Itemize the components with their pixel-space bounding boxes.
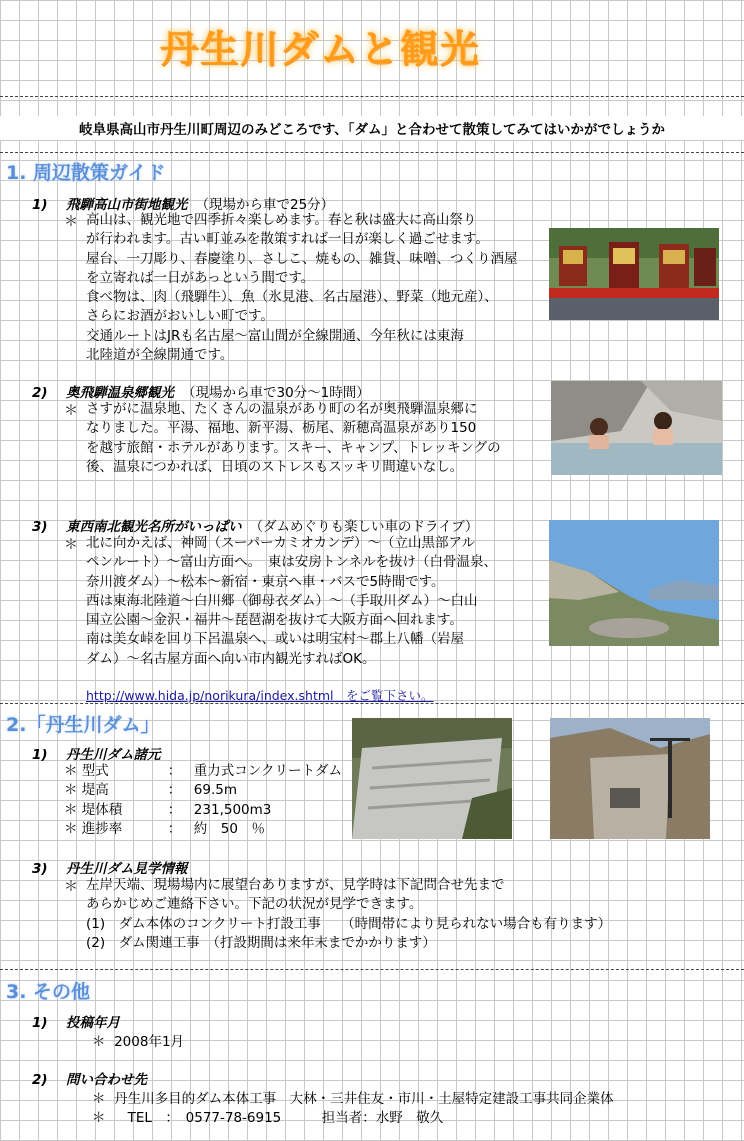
bullet-star: ＊ [64, 403, 78, 419]
bullet-star: ＊ [92, 1091, 106, 1107]
intro-text: 岐阜県高山市丹生川町周辺のみどころです、「ダム」と合わせて散策してみてはいかがでしょうか [0, 116, 744, 140]
item-number: 1) [32, 197, 48, 213]
item-title: 東西南北観光名所がいっぱい [66, 519, 242, 535]
text-line: 高山は、観光地で四季折々楽しめます。春と秋は盛大に高山祭り [86, 212, 477, 228]
text-line: 左岸天端、現場場内に展望台ありますが、見学時は下記問合せ先まで [86, 877, 505, 893]
text-line: さらにお酒がおいしい町です。 [86, 308, 274, 325]
divider [0, 703, 744, 704]
spec-colon: ： [167, 763, 182, 779]
text-line: さすがに温泉地、たくさんの温泉があり町の名が奥飛騨温泉郷に [86, 401, 478, 417]
spec-value: 231,500m3 [193, 801, 272, 818]
posted-date [92, 1030, 184, 1050]
subsection-title [32, 857, 188, 877]
text-line: ペンルート）～富山方面へ。 東は安房トンネルを抜け（白骨温泉、 [86, 554, 498, 571]
spec-row [64, 820, 342, 839]
contact-text: TEL ： 0577-78-6915 担当者：水野 敬久 [114, 1110, 444, 1126]
item-description [86, 400, 501, 477]
text-line: (2) ダム関連工事 （打設期間は来年末までかかります） [86, 934, 436, 951]
item-number: 3) [32, 519, 48, 535]
spec-key: 型式 [81, 763, 109, 779]
item-title: 丹生川ダム諸元 [66, 747, 161, 763]
subsection-title [32, 381, 370, 401]
spec-value: 約 50 ％ [193, 820, 265, 837]
subsection-title [32, 515, 478, 535]
spec-key: 堤高 [81, 782, 109, 799]
contact-row [92, 1087, 614, 1107]
contact-row [92, 1106, 443, 1126]
item-description [86, 211, 517, 365]
hot-spring-photo [551, 381, 722, 475]
subsection-title [32, 1068, 147, 1088]
text-line: 北陸道が全線開通です。 [86, 347, 234, 364]
tour-description [86, 876, 611, 953]
text-line: が行われます。古い町並みを散策すれば一日が楽しく過ごせます。 [86, 231, 489, 248]
text-line: 北に向かえば、神岡（スーパーカミオカンデ）～（立山黒部アル [86, 535, 475, 551]
spec-key: 進捗率 [81, 820, 123, 837]
item-title: 問い合わせ先 [66, 1072, 147, 1088]
item-note: （現場から車で25分） [195, 197, 335, 213]
item-note: （ダムめぐりも楽しい車のドライブ） [249, 519, 479, 535]
spec-row [64, 781, 342, 800]
spec-row [64, 762, 342, 781]
spec-row [64, 801, 342, 820]
text-line: 食べ物は、肉（飛騨牛）、魚（氷見港、名古屋港）、野菜（地元産）、 [86, 289, 498, 306]
divider [0, 152, 744, 153]
takayama-festival-photo [549, 228, 719, 320]
mountain-photo [549, 520, 719, 646]
item-note: （現場から車で30分～1時間） [182, 385, 370, 401]
bullet-star: ＊ [64, 214, 78, 230]
posted-value: 2008年1月 [114, 1034, 185, 1050]
text-line: 交通ルートはJRも名古屋～富山間が全線開通、今年秋には東海 [86, 327, 464, 344]
text-line: 奈川渡ダム）～松本～新宿・東京へ車・バスで5時間です。 [86, 573, 445, 590]
divider [0, 96, 744, 97]
subsection-title [32, 193, 334, 213]
item-number: 2) [32, 1072, 48, 1088]
bullet-star: ＊ [92, 1034, 106, 1050]
bullet-star: ＊ [92, 1110, 106, 1126]
bullet-star: ＊ [64, 820, 78, 837]
text-line: 南は美女峠を回り下呂温泉へ、或いは明宝村～郡上八幡（岩屋 [86, 631, 464, 648]
hida-link[interactable]: http://www.hida.jp/norikura/index.shtml をご覧下さい。 [86, 688, 434, 703]
item-number: 3) [32, 861, 48, 877]
spec-colon: ： [167, 820, 182, 837]
bullet-star: ＊ [64, 537, 78, 553]
item-title: 奥飛騨温泉郷観光 [66, 385, 174, 401]
text-line: 後、温泉につかれば、日頃のストレスもスッキリ間違いなし。 [86, 458, 464, 475]
page-title: 丹生川ダムと観光 [160, 27, 481, 71]
text-line: (1) ダム本体のコンクリート打設工事 （時間帯により見られない場合も有ります） [86, 915, 612, 932]
section2-heading: 2.「丹生川ダム」 [6, 714, 160, 736]
text-line: 屋台、一刀彫り、春慶塗り、さしこ、焼もの、雑貨、味噌、つくり酒屋 [86, 250, 518, 267]
spec-value: 69.5m [193, 782, 238, 799]
contact-text: 丹生川多目的ダム本体工事 大林・三井住友・市川・土屋特定建設工事共同企業体 [114, 1091, 614, 1107]
text-line: ダム）～名古屋方面へ向い市内観光すればOK。 [86, 650, 376, 667]
item-number: 2) [32, 385, 48, 401]
text-line: を立寄れば一日があっという間です。 [86, 269, 315, 286]
item-number: 1) [32, 747, 48, 763]
item-number: 1) [32, 1015, 48, 1031]
item-title: 飛騨高山市街地観光 [66, 197, 188, 213]
bullet-star: ＊ [64, 782, 78, 799]
divider [0, 969, 744, 970]
bullet-star: ＊ [64, 763, 78, 779]
bullet-star: ＊ [64, 879, 78, 895]
spec-colon: ： [167, 782, 182, 799]
spec-value: 重力式コンクリートダム [193, 763, 343, 779]
item-description [86, 534, 497, 669]
spec-key: 堤体積 [81, 801, 123, 818]
bullet-star: ＊ [64, 801, 78, 818]
text-line: あらかじめご連絡下さい。下記の状況が見学できます。 [86, 896, 423, 913]
item-title: 丹生川ダム見学情報 [66, 861, 188, 877]
subsection-title [32, 1011, 120, 1031]
dam-site-photo [550, 718, 710, 839]
text-line: 西は東海北陸道～白川郷（御母衣ダム）～（手取川ダム）～白山 [86, 592, 478, 609]
item-title: 投稿年月 [66, 1015, 120, 1031]
spec-colon: ： [167, 801, 182, 818]
text-line: なりました。平湯、福地、新平湯、栃尾、新穂高温泉があり150 [86, 420, 477, 437]
dam-spec-table [64, 762, 342, 839]
text-line: 国立公園～金沢・福井～琵琶湖を抜けて大阪方面へ回れます。 [86, 612, 463, 629]
dam-construction-photo [352, 718, 512, 839]
subsection-title [32, 743, 161, 763]
text-line: を越す旅館・ホテルがあります。スキー、キャンプ、トレッキングの [86, 439, 501, 456]
section3-heading: 3. その他 [6, 981, 91, 1003]
section1-heading: 1. 周辺散策ガイド [6, 162, 166, 184]
